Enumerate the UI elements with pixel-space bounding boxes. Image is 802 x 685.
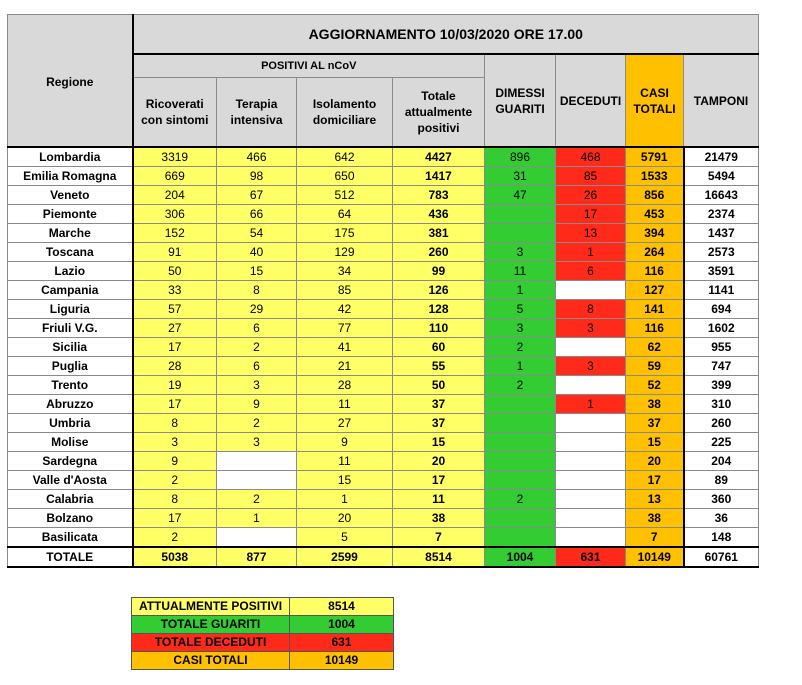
region-name: Bolzano xyxy=(8,509,133,528)
dimessi-cell xyxy=(485,205,556,224)
casi-cell: 1533 xyxy=(626,167,684,186)
region-name: Veneto xyxy=(8,186,133,205)
casi-cell: 62 xyxy=(626,338,684,357)
casi-cell: 127 xyxy=(626,281,684,300)
summary-value: 1004 xyxy=(290,616,394,634)
summary-row xyxy=(132,652,394,670)
terapia-cell: 54 xyxy=(217,224,297,243)
dimessi-cell: 896 xyxy=(485,147,556,167)
terapia-cell: 3 xyxy=(217,433,297,452)
isolamento-cell: 42 xyxy=(297,300,393,319)
total-tamponi-cell: 60761 xyxy=(684,547,759,567)
dimessi-cell: 2 xyxy=(485,376,556,395)
total-deceduti-cell: 631 xyxy=(556,547,626,567)
summary-label: ATTUALMENTE POSITIVI xyxy=(132,598,290,616)
totale-cell: 99 xyxy=(393,262,485,281)
summary-value: 8514 xyxy=(290,598,394,616)
tamponi-cell: 16643 xyxy=(684,186,759,205)
terapia-cell: 466 xyxy=(217,147,297,167)
deceduti-cell xyxy=(556,414,626,433)
region-name: Friuli V.G. xyxy=(8,319,133,338)
ricoverati-cell: 669 xyxy=(133,167,217,186)
isolamento-cell: 129 xyxy=(297,243,393,262)
deceduti-cell: 17 xyxy=(556,205,626,224)
casi-cell: 116 xyxy=(626,319,684,338)
ricoverati-header: Ricoverati con sintomi xyxy=(133,78,217,148)
terapia-cell xyxy=(217,528,297,548)
region-name: Sardegna xyxy=(8,452,133,471)
tamponi-header: TAMPONI xyxy=(684,54,759,147)
dimessi-cell xyxy=(485,414,556,433)
tamponi-cell: 2573 xyxy=(684,243,759,262)
isolamento-cell: 5 xyxy=(297,528,393,548)
terapia-cell: 2 xyxy=(217,414,297,433)
table-row xyxy=(8,281,759,300)
totale-cell: 11 xyxy=(393,490,485,509)
covid-report-table xyxy=(7,14,759,568)
region-name: Piemonte xyxy=(8,205,133,224)
deceduti-cell: 3 xyxy=(556,319,626,338)
dimessi-cell: 1 xyxy=(485,357,556,376)
isolamento-header: Isolamento domiciliare xyxy=(297,78,393,148)
table-row xyxy=(8,528,759,548)
deceduti-cell: 6 xyxy=(556,262,626,281)
deceduti-cell xyxy=(556,338,626,357)
table-row xyxy=(8,433,759,452)
terapia-cell: 2 xyxy=(217,338,297,357)
totale-cell: 1417 xyxy=(393,167,485,186)
deceduti-cell xyxy=(556,281,626,300)
summary-table xyxy=(131,597,394,670)
ricoverati-cell: 17 xyxy=(133,338,217,357)
ricoverati-cell: 152 xyxy=(133,224,217,243)
isolamento-cell: 11 xyxy=(297,452,393,471)
summary-label: TOTALE GUARITI xyxy=(132,616,290,634)
region-name: Basilicata xyxy=(8,528,133,548)
isolamento-cell: 28 xyxy=(297,376,393,395)
dimessi-cell: 2 xyxy=(485,490,556,509)
ricoverati-cell: 28 xyxy=(133,357,217,376)
region-name: Toscana xyxy=(8,243,133,262)
tamponi-cell: 148 xyxy=(684,528,759,548)
deceduti-cell xyxy=(556,528,626,548)
table-row xyxy=(8,471,759,490)
table-row xyxy=(8,395,759,414)
totale-cell: 55 xyxy=(393,357,485,376)
dimessi-header: DIMESSI GUARITI xyxy=(485,54,556,147)
region-name: Puglia xyxy=(8,357,133,376)
tamponi-cell: 1602 xyxy=(684,319,759,338)
isolamento-cell: 512 xyxy=(297,186,393,205)
terapia-cell: 29 xyxy=(217,300,297,319)
totale-cell: 4427 xyxy=(393,147,485,167)
terapia-cell: 2 xyxy=(217,490,297,509)
region-name: Sicilia xyxy=(8,338,133,357)
ricoverati-cell: 50 xyxy=(133,262,217,281)
tamponi-cell: 3591 xyxy=(684,262,759,281)
table-row xyxy=(8,319,759,338)
table-row xyxy=(8,147,759,167)
deceduti-cell xyxy=(556,433,626,452)
tamponi-cell: 310 xyxy=(684,395,759,414)
isolamento-cell: 85 xyxy=(297,281,393,300)
totale-cell: 15 xyxy=(393,433,485,452)
ricoverati-cell: 33 xyxy=(133,281,217,300)
totale-cell: 20 xyxy=(393,452,485,471)
terapia-cell: 8 xyxy=(217,281,297,300)
table-row xyxy=(8,452,759,471)
region-name: Valle d'Aosta xyxy=(8,471,133,490)
casi-cell: 116 xyxy=(626,262,684,281)
ricoverati-cell: 17 xyxy=(133,395,217,414)
table-row xyxy=(8,357,759,376)
ricoverati-cell: 57 xyxy=(133,300,217,319)
dimessi-cell: 3 xyxy=(485,243,556,262)
table-row xyxy=(8,205,759,224)
casi-cell: 15 xyxy=(626,433,684,452)
deceduti-cell xyxy=(556,376,626,395)
totale-cell: 126 xyxy=(393,281,485,300)
ricoverati-cell: 17 xyxy=(133,509,217,528)
tamponi-cell: 1141 xyxy=(684,281,759,300)
totale-cell: 260 xyxy=(393,243,485,262)
casi-cell: 394 xyxy=(626,224,684,243)
region-name: Liguria xyxy=(8,300,133,319)
ricoverati-cell: 2 xyxy=(133,471,217,490)
terapia-cell: 66 xyxy=(217,205,297,224)
tamponi-cell: 2374 xyxy=(684,205,759,224)
casi-cell: 13 xyxy=(626,490,684,509)
isolamento-cell: 27 xyxy=(297,414,393,433)
table-row xyxy=(8,509,759,528)
ricoverati-cell: 19 xyxy=(133,376,217,395)
ricoverati-cell: 27 xyxy=(133,319,217,338)
terapia-cell: 98 xyxy=(217,167,297,186)
totale-cell: 17 xyxy=(393,471,485,490)
deceduti-cell xyxy=(556,509,626,528)
isolamento-cell: 64 xyxy=(297,205,393,224)
deceduti-cell: 85 xyxy=(556,167,626,186)
isolamento-cell: 41 xyxy=(297,338,393,357)
terapia-cell: 3 xyxy=(217,376,297,395)
table-row xyxy=(8,376,759,395)
region-name: Abruzzo xyxy=(8,395,133,414)
ricoverati-cell: 2 xyxy=(133,528,217,548)
deceduti-cell: 3 xyxy=(556,357,626,376)
terapia-cell: 15 xyxy=(217,262,297,281)
terapia-header: Terapia intensiva xyxy=(217,78,297,148)
deceduti-cell xyxy=(556,471,626,490)
region-name: Lombardia xyxy=(8,147,133,167)
dimessi-cell xyxy=(485,509,556,528)
casi-cell: 37 xyxy=(626,414,684,433)
total-ricoverati-cell: 5038 xyxy=(133,547,217,567)
casi-cell: 52 xyxy=(626,376,684,395)
region-header: Regione xyxy=(8,15,133,148)
table-row xyxy=(8,262,759,281)
table-row xyxy=(8,243,759,262)
totale-cell: 60 xyxy=(393,338,485,357)
table-row xyxy=(8,414,759,433)
tamponi-cell: 89 xyxy=(684,471,759,490)
tamponi-cell: 399 xyxy=(684,376,759,395)
casi-header: CASI TOTALI xyxy=(626,54,684,147)
isolamento-cell: 9 xyxy=(297,433,393,452)
terapia-cell: 9 xyxy=(217,395,297,414)
total-totale-cell: 8514 xyxy=(393,547,485,567)
ricoverati-cell: 91 xyxy=(133,243,217,262)
totale-cell: 37 xyxy=(393,414,485,433)
totale-cell: 37 xyxy=(393,395,485,414)
isolamento-cell: 1 xyxy=(297,490,393,509)
terapia-cell xyxy=(217,471,297,490)
terapia-cell: 67 xyxy=(217,186,297,205)
deceduti-cell xyxy=(556,452,626,471)
isolamento-cell: 650 xyxy=(297,167,393,186)
ricoverati-cell: 204 xyxy=(133,186,217,205)
deceduti-cell: 26 xyxy=(556,186,626,205)
isolamento-cell: 175 xyxy=(297,224,393,243)
deceduti-cell: 1 xyxy=(556,243,626,262)
summary-row xyxy=(132,616,394,634)
tamponi-cell: 360 xyxy=(684,490,759,509)
ricoverati-cell: 306 xyxy=(133,205,217,224)
terapia-cell: 6 xyxy=(217,319,297,338)
dimessi-cell xyxy=(485,471,556,490)
tamponi-cell: 5494 xyxy=(684,167,759,186)
region-name: Trento xyxy=(8,376,133,395)
ricoverati-cell: 3 xyxy=(133,433,217,452)
dimessi-cell xyxy=(485,452,556,471)
terapia-cell: 40 xyxy=(217,243,297,262)
deceduti-cell: 1 xyxy=(556,395,626,414)
region-name: Umbria xyxy=(8,414,133,433)
deceduti-cell: 468 xyxy=(556,147,626,167)
casi-cell: 17 xyxy=(626,471,684,490)
summary-value: 631 xyxy=(290,634,394,652)
dimessi-cell xyxy=(485,224,556,243)
casi-cell: 7 xyxy=(626,528,684,548)
dimessi-cell: 11 xyxy=(485,262,556,281)
table-row xyxy=(8,186,759,205)
tamponi-cell: 955 xyxy=(684,338,759,357)
totale-cell: 38 xyxy=(393,509,485,528)
total-terapia-cell: 877 xyxy=(217,547,297,567)
ricoverati-cell: 8 xyxy=(133,414,217,433)
casi-cell: 141 xyxy=(626,300,684,319)
totale-cell: 381 xyxy=(393,224,485,243)
deceduti-cell xyxy=(556,490,626,509)
totale-cell: 7 xyxy=(393,528,485,548)
totale-cell: 110 xyxy=(393,319,485,338)
region-name: Calabria xyxy=(8,490,133,509)
table-row xyxy=(8,224,759,243)
dimessi-cell xyxy=(485,433,556,452)
total-isolamento-cell: 2599 xyxy=(297,547,393,567)
region-name: Campania xyxy=(8,281,133,300)
casi-cell: 264 xyxy=(626,243,684,262)
tamponi-cell: 260 xyxy=(684,414,759,433)
terapia-cell: 1 xyxy=(217,509,297,528)
table-row xyxy=(8,300,759,319)
table-row xyxy=(8,167,759,186)
dimessi-cell: 1 xyxy=(485,281,556,300)
tamponi-cell: 225 xyxy=(684,433,759,452)
deceduti-cell: 13 xyxy=(556,224,626,243)
dimessi-cell: 2 xyxy=(485,338,556,357)
isolamento-cell: 34 xyxy=(297,262,393,281)
positivi-group-header: POSITIVI AL nCoV xyxy=(133,54,485,78)
isolamento-cell: 20 xyxy=(297,509,393,528)
dimessi-cell: 5 xyxy=(485,300,556,319)
summary-row xyxy=(132,598,394,616)
region-name: Marche xyxy=(8,224,133,243)
terapia-cell: 6 xyxy=(217,357,297,376)
totals-row xyxy=(8,547,759,567)
dimessi-cell xyxy=(485,528,556,548)
isolamento-cell: 77 xyxy=(297,319,393,338)
dimessi-cell: 47 xyxy=(485,186,556,205)
isolamento-cell: 11 xyxy=(297,395,393,414)
tamponi-cell: 694 xyxy=(684,300,759,319)
isolamento-cell: 21 xyxy=(297,357,393,376)
casi-cell: 59 xyxy=(626,357,684,376)
region-name: Emilia Romagna xyxy=(8,167,133,186)
deceduti-cell: 8 xyxy=(556,300,626,319)
total-region-cell: TOTALE xyxy=(8,547,133,567)
ricoverati-cell: 8 xyxy=(133,490,217,509)
region-name: Lazio xyxy=(8,262,133,281)
totale-cell: 783 xyxy=(393,186,485,205)
table-row xyxy=(8,338,759,357)
casi-cell: 453 xyxy=(626,205,684,224)
tamponi-cell: 1437 xyxy=(684,224,759,243)
isolamento-cell: 642 xyxy=(297,147,393,167)
total-casi-cell: 10149 xyxy=(626,547,684,567)
summary-label: CASI TOTALI xyxy=(132,652,290,670)
deceduti-header: DECEDUTI xyxy=(556,54,626,147)
summary-value: 10149 xyxy=(290,652,394,670)
casi-cell: 20 xyxy=(626,452,684,471)
isolamento-cell: 15 xyxy=(297,471,393,490)
summary-row xyxy=(132,634,394,652)
casi-cell: 38 xyxy=(626,509,684,528)
terapia-cell xyxy=(217,452,297,471)
tamponi-cell: 21479 xyxy=(684,147,759,167)
tamponi-cell: 36 xyxy=(684,509,759,528)
dimessi-cell xyxy=(485,395,556,414)
ricoverati-cell: 9 xyxy=(133,452,217,471)
dimessi-cell: 31 xyxy=(485,167,556,186)
summary-label: TOTALE DECEDUTI xyxy=(132,634,290,652)
dimessi-cell: 3 xyxy=(485,319,556,338)
totale-cell: 128 xyxy=(393,300,485,319)
casi-cell: 38 xyxy=(626,395,684,414)
table-row xyxy=(8,490,759,509)
region-name: Molise xyxy=(8,433,133,452)
casi-cell: 5791 xyxy=(626,147,684,167)
tamponi-cell: 747 xyxy=(684,357,759,376)
totale-positivi-header: Totale attualmente positivi xyxy=(393,78,485,148)
tamponi-cell: 204 xyxy=(684,452,759,471)
casi-cell: 856 xyxy=(626,186,684,205)
totale-cell: 50 xyxy=(393,376,485,395)
totale-cell: 436 xyxy=(393,205,485,224)
ricoverati-cell: 3319 xyxy=(133,147,217,167)
total-dimessi-cell: 1004 xyxy=(485,547,556,567)
report-title: AGGIORNAMENTO 10/03/2020 ORE 17.00 xyxy=(133,15,759,55)
